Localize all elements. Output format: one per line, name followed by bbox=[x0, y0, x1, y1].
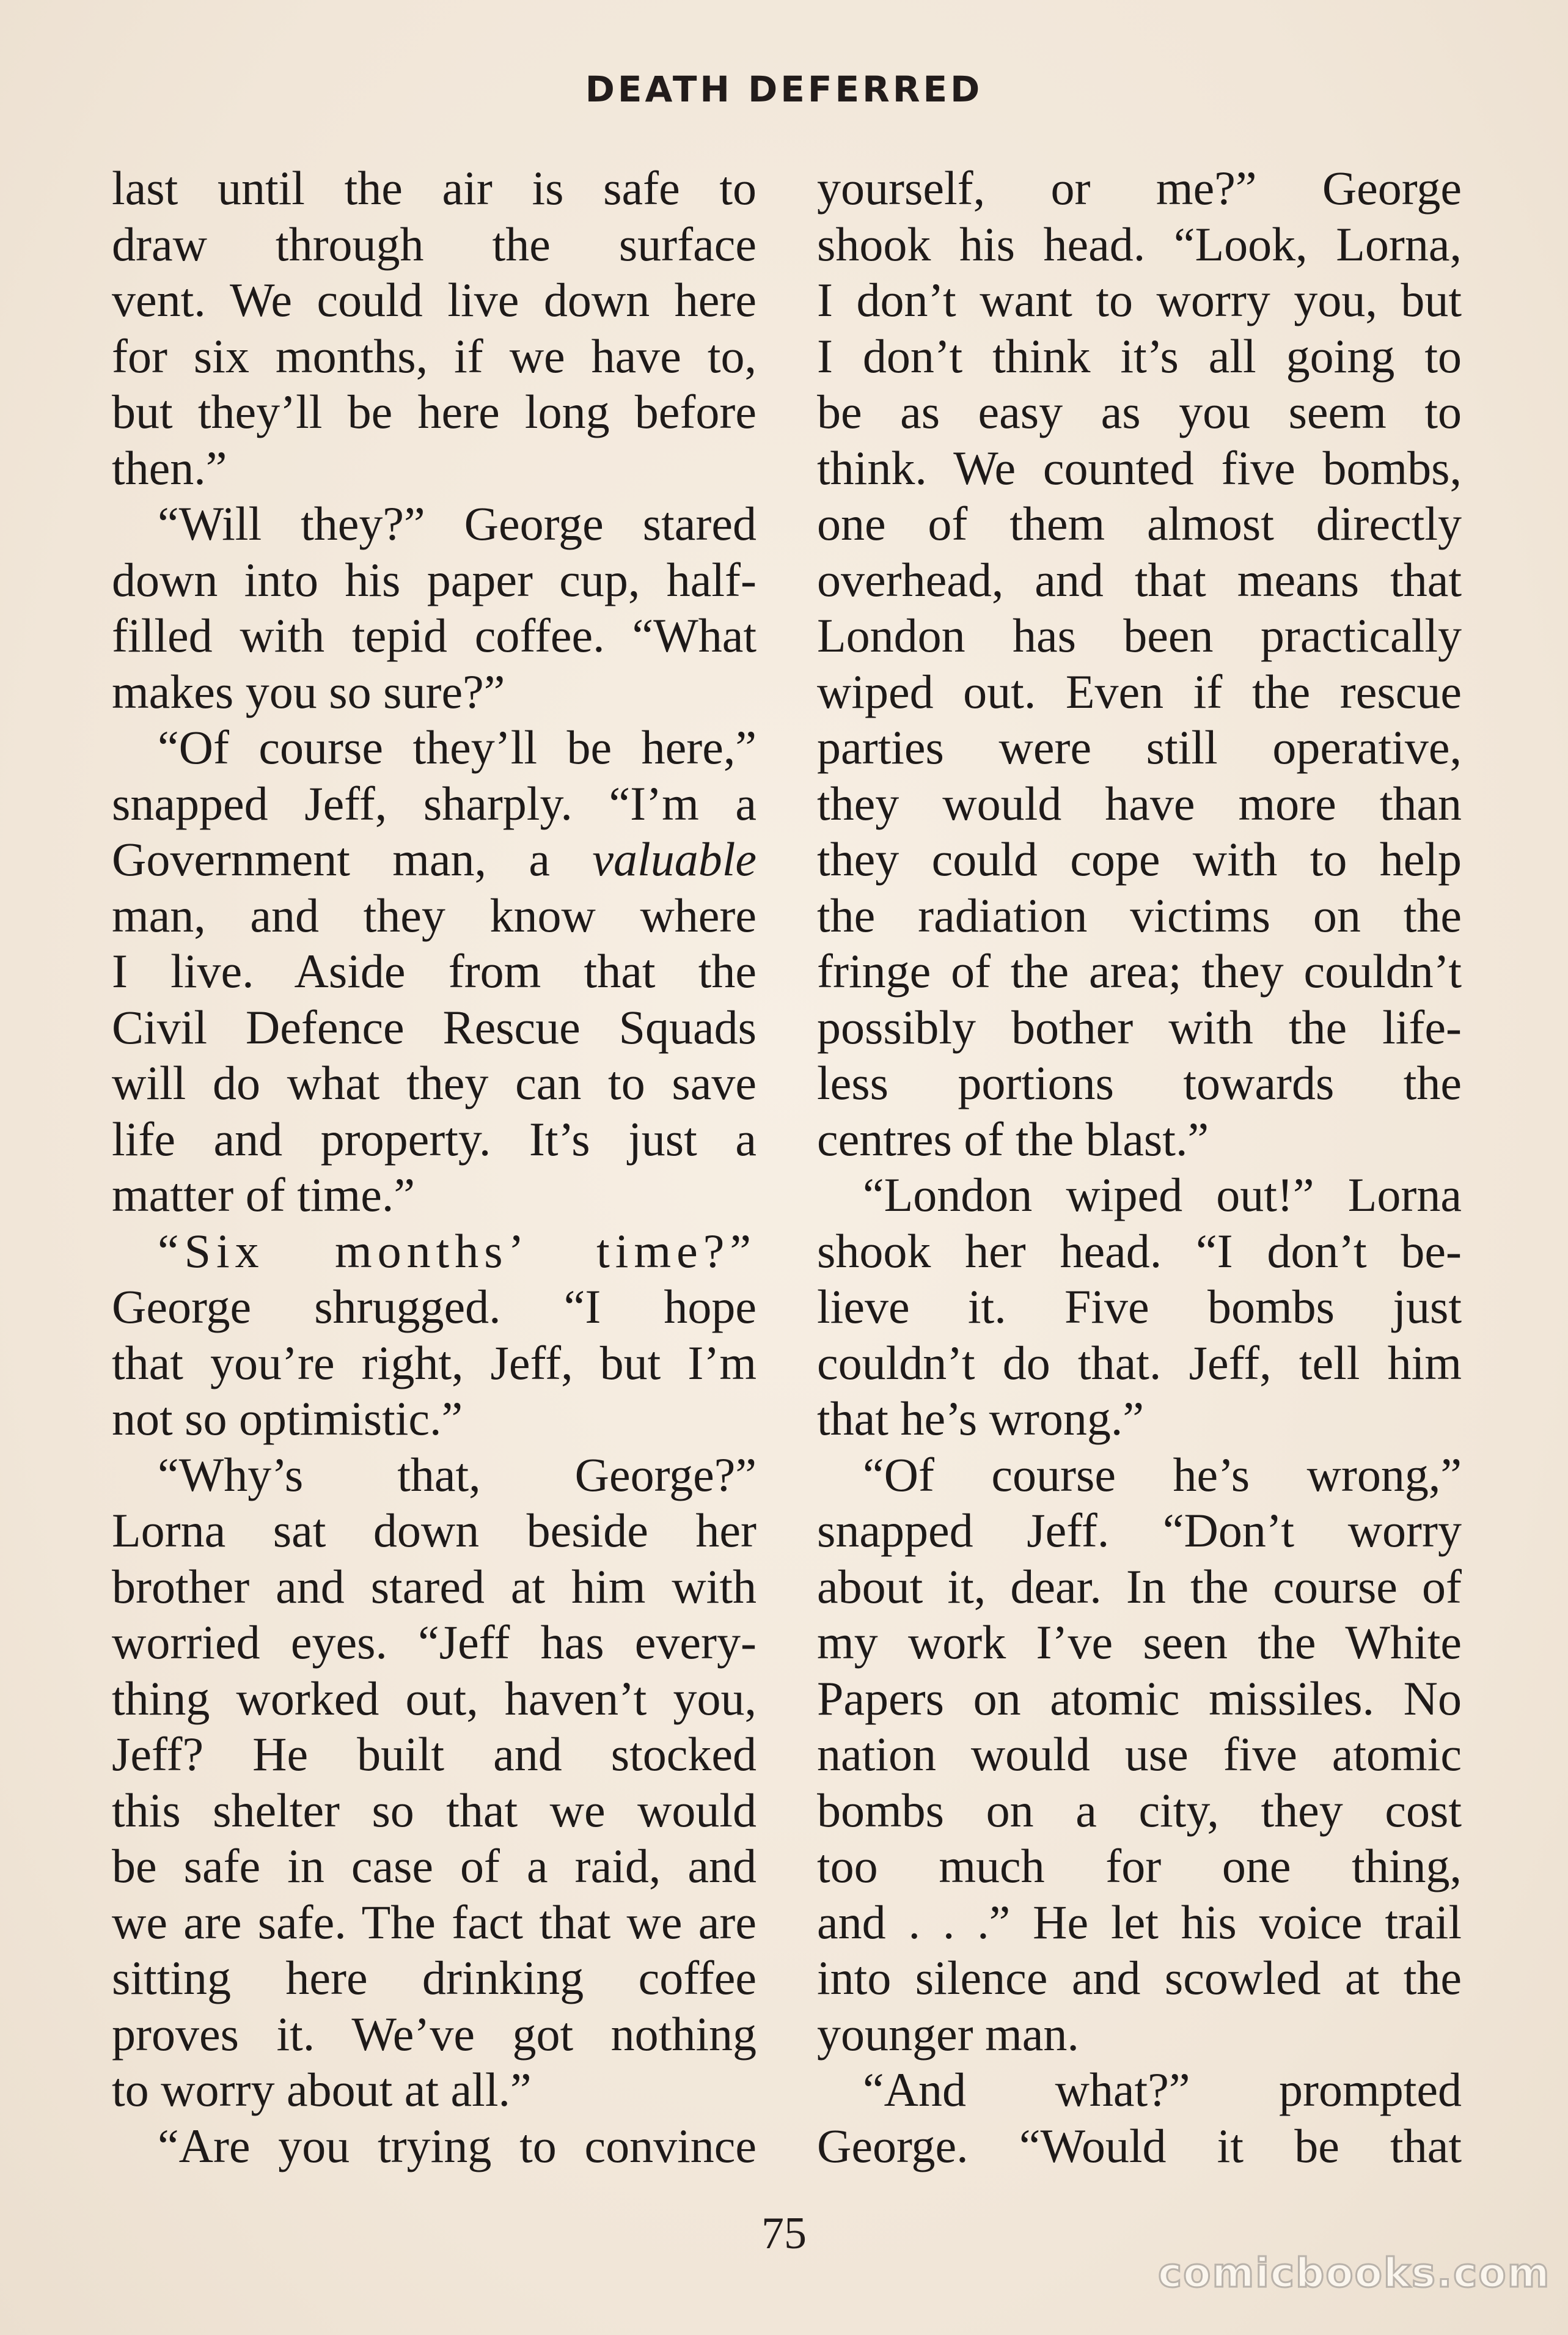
text-line: worried eyes. “Jeff has every- bbox=[112, 1616, 757, 1669]
text-line: Jeff? He built and stocked bbox=[112, 1727, 757, 1781]
text-line: possibly bother with the life- bbox=[817, 1000, 1462, 1054]
page-number: 75 bbox=[761, 2208, 807, 2259]
text-line: this shelter so that we would bbox=[112, 1783, 757, 1837]
text-line: Government man, a valuable bbox=[112, 833, 757, 886]
text-line: but they’ll be here long before bbox=[112, 385, 757, 438]
text-line: down into his paper cup, half- bbox=[112, 553, 757, 606]
text-line: snapped Jeff. “Don’t worry bbox=[817, 1504, 1462, 1557]
running-head: DEATH DEFERRED bbox=[585, 68, 983, 110]
text-line: couldn’t do that. Jeff, tell him bbox=[817, 1336, 1462, 1389]
text-line: lieve it. Five bombs just bbox=[817, 1280, 1462, 1333]
text-line: Civil Defence Rescue Squads bbox=[112, 1000, 757, 1054]
text-line: proves it. We’ve got nothing bbox=[112, 2007, 757, 2061]
text-line: life and property. It’s just a bbox=[112, 1112, 757, 1166]
text-line: “Of course they’ll be here,” bbox=[158, 721, 757, 774]
text-line: “London wiped out!” Lorna bbox=[863, 1168, 1462, 1221]
text-line: younger man. bbox=[817, 2007, 1079, 2061]
text-line: be as easy as you seem to bbox=[817, 385, 1462, 438]
text-line: London has been practically bbox=[817, 609, 1462, 662]
text-line: I don’t think it’s all going to bbox=[817, 329, 1462, 383]
text-line: yourself, or me?” George bbox=[817, 161, 1462, 215]
text-line: less portions towards the bbox=[817, 1056, 1462, 1109]
text-line: I don’t want to worry you, but bbox=[817, 273, 1462, 326]
text-line: sitting here drinking coffee bbox=[112, 1951, 757, 2004]
text-line: filled with tepid coffee. “What bbox=[112, 609, 757, 662]
text-line: they would have more than bbox=[817, 776, 1462, 830]
italic-word: valuable bbox=[592, 833, 757, 886]
text-line: into silence and scowled at the bbox=[817, 1951, 1462, 2004]
text-line: that you’re right, Jeff, but I’m bbox=[112, 1336, 757, 1389]
text-line: makes you so sure?” bbox=[112, 664, 505, 718]
text-line: “Why’s that, George?” bbox=[158, 1447, 757, 1501]
text-line: be safe in case of a raid, and bbox=[112, 1839, 757, 1892]
text-line: shook his head. “Look, Lorna, bbox=[817, 217, 1462, 271]
text-line: “Six months’ time?” bbox=[158, 1224, 757, 1278]
text-line: that he’s wrong.” bbox=[817, 1392, 1145, 1445]
text-line: man, and they know where bbox=[112, 888, 757, 942]
right-text-column bbox=[817, 160, 1462, 2174]
left-text-column bbox=[112, 160, 757, 2174]
text-line: about it, dear. In the course of bbox=[817, 1559, 1462, 1613]
text-line: bombs on a city, they cost bbox=[817, 1783, 1462, 1837]
text-line: then.” bbox=[112, 441, 227, 495]
text-line: matter of time.” bbox=[112, 1168, 415, 1221]
text-line: centres of the blast.” bbox=[817, 1112, 1209, 1166]
text-line: not so optimistic.” bbox=[112, 1392, 463, 1445]
text-line: Lorna sat down beside her bbox=[112, 1504, 757, 1557]
text-line: wiped out. Even if the rescue bbox=[817, 664, 1462, 718]
text-line: we are safe. The fact that we are bbox=[112, 1895, 757, 1949]
text-line: fringe of the area; they couldn’t bbox=[817, 944, 1462, 998]
text-line: and . . .” He let his voice trail bbox=[817, 1895, 1462, 1949]
text-line: too much for one thing, bbox=[817, 1839, 1462, 1892]
text-line: they could cope with to help bbox=[817, 833, 1462, 886]
text-line: “Will they?” George stared bbox=[158, 497, 757, 550]
text-line: shook her head. “I don’t be- bbox=[817, 1224, 1462, 1278]
text-line: the radiation victims on the bbox=[817, 888, 1462, 942]
text-line: think. We counted five bombs, bbox=[817, 441, 1462, 495]
text-line: Papers on atomic missiles. No bbox=[817, 1671, 1462, 1725]
text-line: “Of course he’s wrong,” bbox=[863, 1447, 1462, 1501]
text-line: nation would use five atomic bbox=[817, 1727, 1462, 1781]
text-line: last until the air is safe to bbox=[112, 161, 757, 215]
watermark: comicbooks.com bbox=[1158, 2249, 1551, 2296]
text-line: “And what?” prompted bbox=[863, 2063, 1462, 2116]
text-line: one of them almost directly bbox=[817, 497, 1462, 550]
text-line: overhead, and that means that bbox=[817, 553, 1462, 606]
text-line: snapped Jeff, sharply. “I’m a bbox=[112, 776, 757, 830]
text-line: George shrugged. “I hope bbox=[112, 1280, 757, 1333]
text-line: parties were still operative, bbox=[817, 721, 1462, 774]
text-line: my work I’ve seen the White bbox=[817, 1616, 1462, 1669]
text-line: thing worked out, haven’t you, bbox=[112, 1671, 757, 1725]
text-line: George. “Would it be that bbox=[817, 2119, 1462, 2172]
text-line: I live. Aside from that the bbox=[112, 944, 757, 998]
text-line: brother and stared at him with bbox=[112, 1559, 757, 1613]
text-line: “Are you trying to convince bbox=[158, 2119, 757, 2172]
text-line: for six months, if we have to, bbox=[112, 329, 757, 383]
text-line: will do what they can to save bbox=[112, 1056, 757, 1109]
text-line: vent. We could live down here bbox=[112, 273, 757, 326]
text-line: draw through the surface bbox=[112, 217, 757, 271]
text-line: to worry about at all.” bbox=[112, 2063, 532, 2116]
